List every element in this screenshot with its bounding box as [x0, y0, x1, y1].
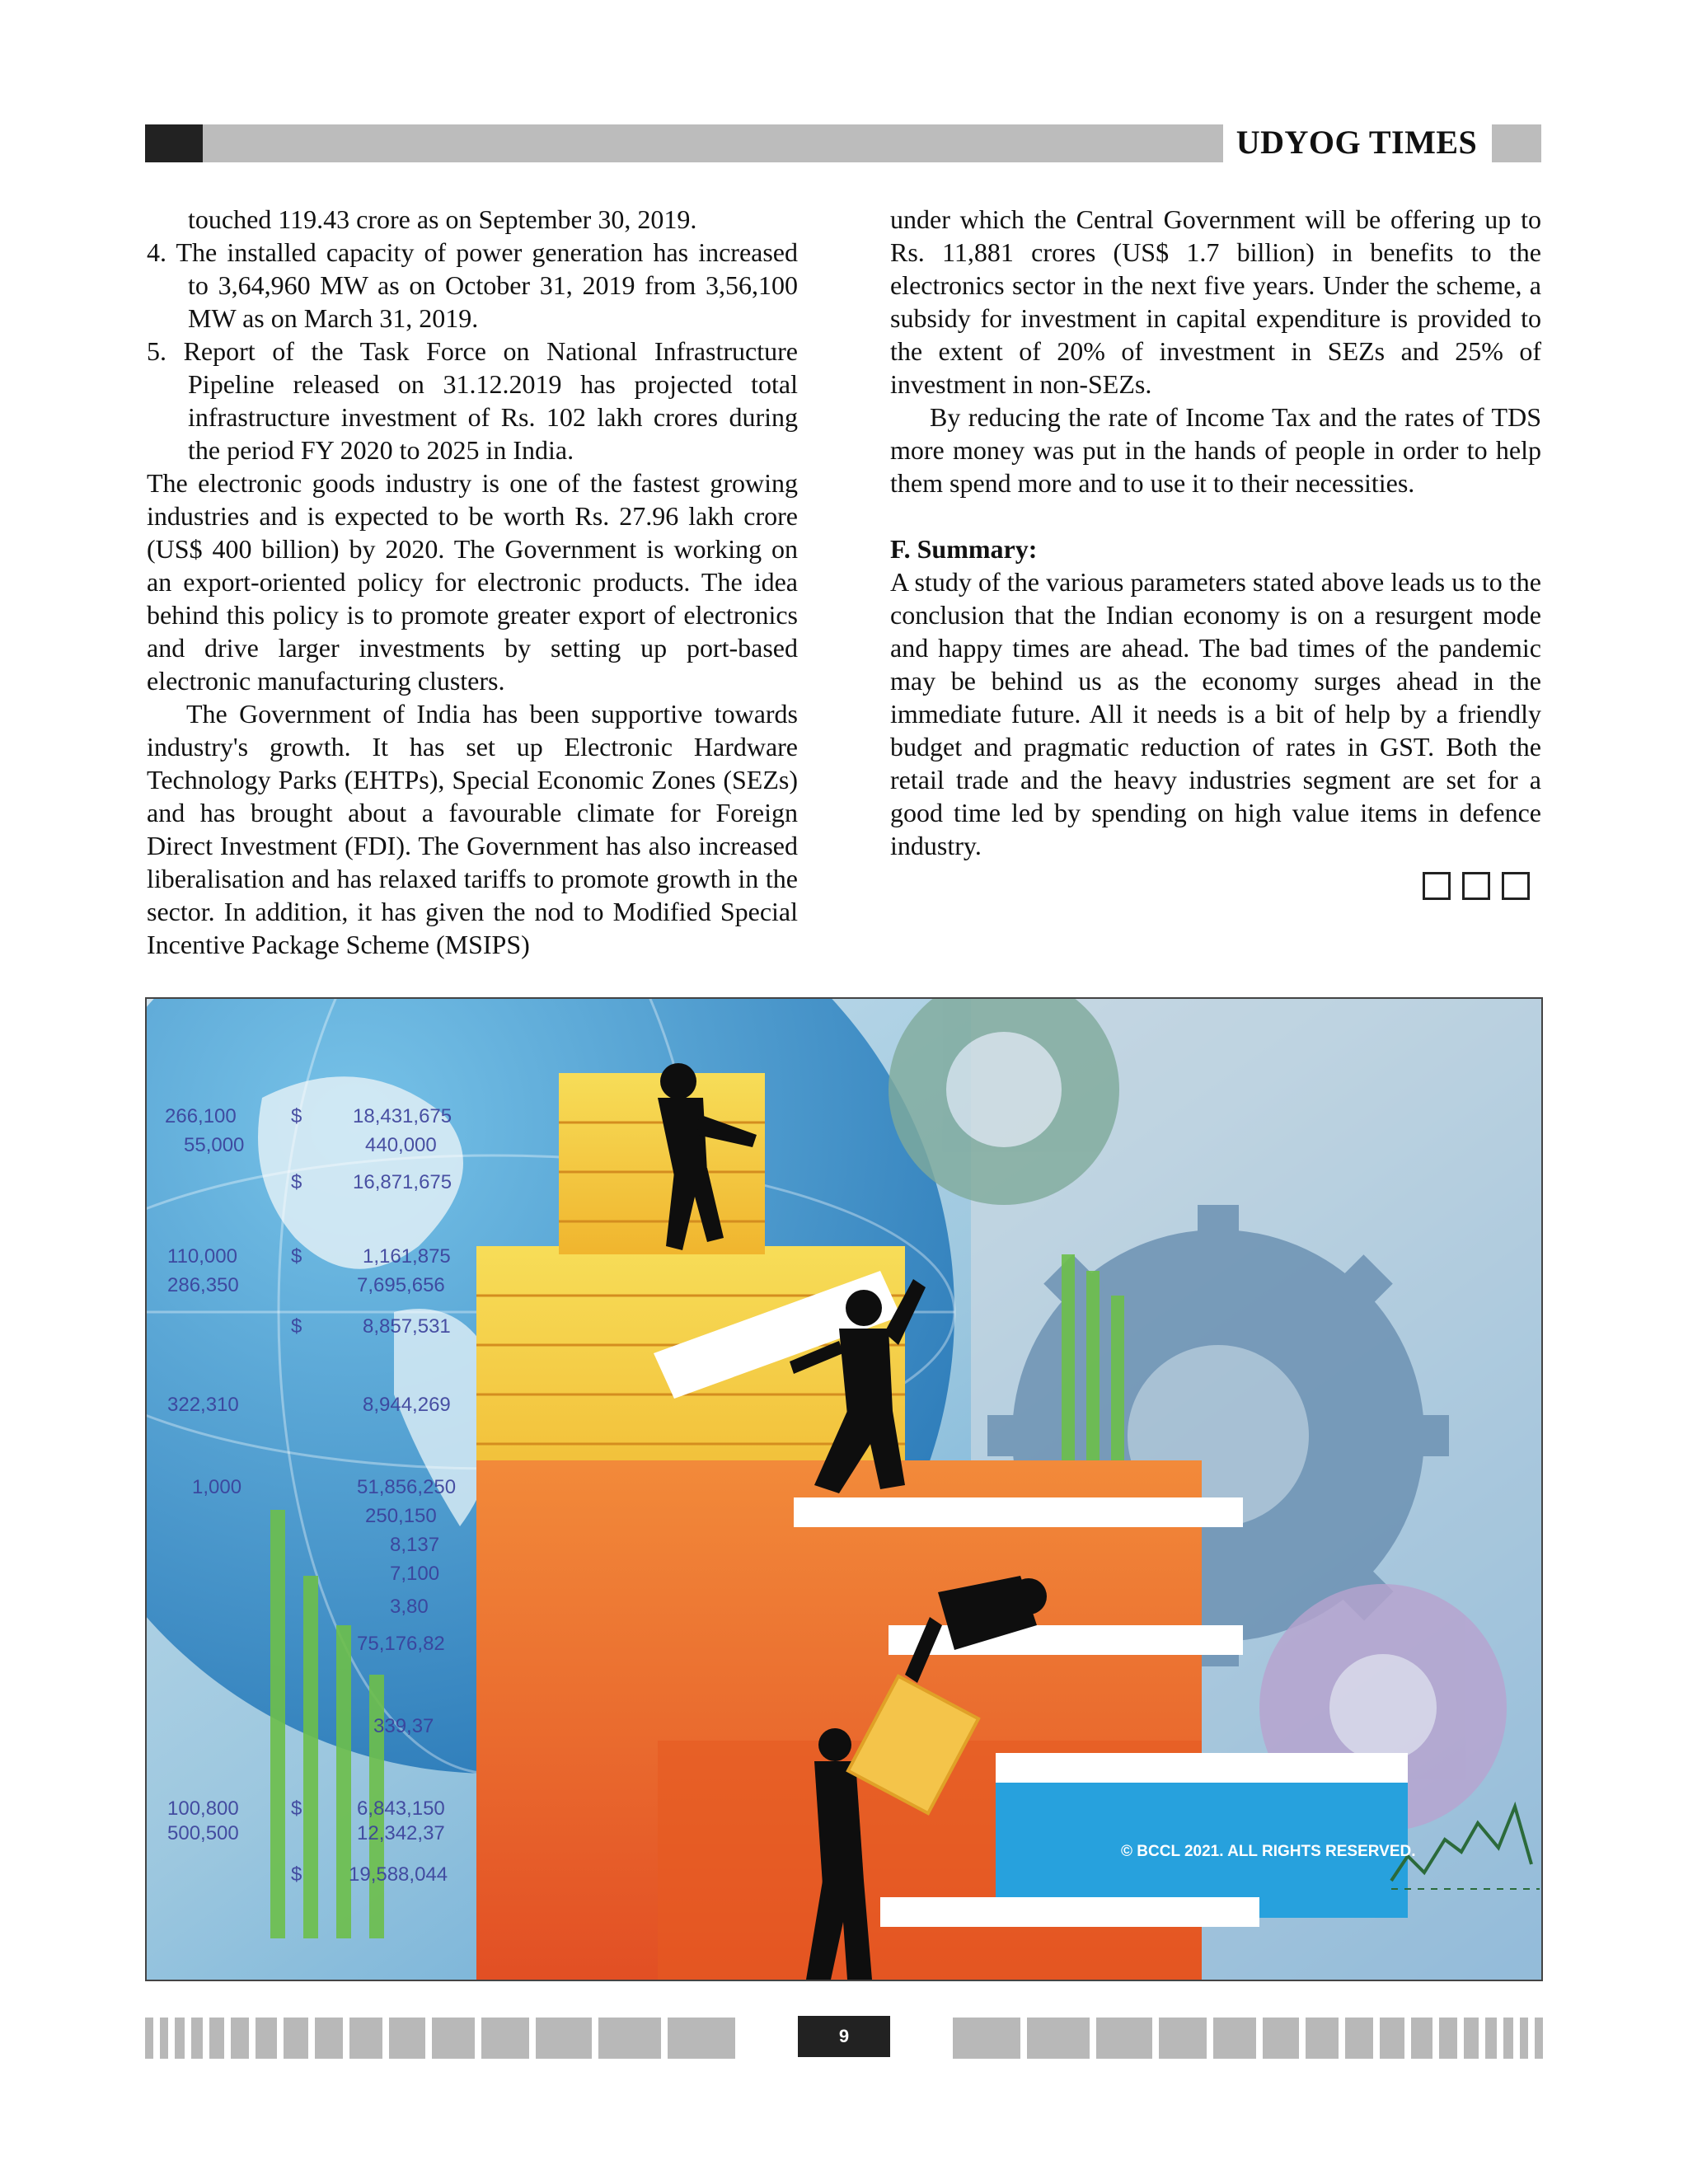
dollar-sign: $ — [291, 1245, 302, 1268]
footer-block — [175, 2018, 185, 2059]
footer-block — [1027, 2018, 1090, 2059]
end-box — [1423, 872, 1451, 900]
figure-mid-12: 3,80 — [390, 1596, 429, 1618]
figure-mid-7: 8,944,269 — [363, 1394, 451, 1416]
dollar-sign: $ — [291, 1105, 302, 1127]
figure-mid-10: 8,137 — [390, 1534, 440, 1556]
footer-block — [1096, 2018, 1152, 2059]
dollar-sign: $ — [291, 1797, 302, 1820]
figure-mid-3: 16,871,675 — [353, 1171, 452, 1193]
page-number: 9 — [798, 2016, 890, 2057]
footer-block — [481, 2018, 529, 2059]
paragraph: The electronic goods industry is one of the fastest growing industries and is expected to be worth Rs. 27.96 lakh crore (US$ 400 billion) by 2020. The Government is working on an export-oriented policy for electronic products. The idea behind this policy is to promote greater export of electronics and drive larger investments by setting up port-based electronic manufacturing clusters. — [147, 468, 798, 696]
figure-left-3: 110,000 — [167, 1245, 237, 1268]
footer-block — [315, 2018, 343, 2059]
footer-block — [1306, 2018, 1339, 2059]
end-of-article-marker — [1423, 872, 1530, 905]
footer-block — [231, 2018, 249, 2059]
footer-block — [191, 2018, 203, 2059]
figure-left-2: 55,000 — [184, 1134, 245, 1156]
paragraph: The Government of India has been supportive towards industry's growth. It has set up Electronic Hardware Technology Parks (EHTPs), Special Economic Zones (SEZs) and has brought about a favourable climate for Foreign Direct Investment (FDI). The Government has also increased liberalisation and has relaxed tariffs to promote growth in the sector. In addition, it has given the nod to Modified Special Incentive Package Scheme (MSIPS) — [147, 699, 798, 959]
footer-block — [1263, 2018, 1299, 2059]
footer-block — [953, 2018, 1020, 2059]
footer-block — [598, 2018, 661, 2059]
figure-left-5: 322,310 — [167, 1394, 239, 1416]
footer-block — [536, 2018, 592, 2059]
header-end-cap — [1492, 124, 1541, 162]
figure-mid-9: 250,150 — [365, 1505, 437, 1527]
right-column — [890, 203, 1541, 862]
footer-block — [389, 2018, 425, 2059]
dollar-sign: $ — [291, 1863, 302, 1886]
list-item: 5. Report of the Task Force on National Infrastructure Pipeline released on 31.12.2019 has projected total infrastructure investment of Rs. 102 lakh crores during the period FY 2020 to 2025 in India. — [147, 336, 798, 465]
image-copyright: © BCCL 2021. ALL RIGHTS RESERVED. — [1121, 1843, 1416, 1860]
dollar-sign: $ — [291, 1315, 302, 1338]
figure-left-7: 100,800 — [167, 1797, 239, 1820]
footer-block — [1411, 2018, 1432, 2059]
figure-mid-8: 51,856,250 — [357, 1476, 457, 1498]
figure-mid-6: 8,857,531 — [363, 1315, 451, 1338]
figure-mid-5: 7,695,656 — [357, 1274, 445, 1296]
footer-block — [284, 2018, 308, 2059]
footer-block — [209, 2018, 224, 2059]
end-box — [1502, 872, 1530, 900]
figure-mid-11: 7,100 — [390, 1563, 440, 1585]
paragraph: touched 119.43 crore as on September 30, 2019. — [188, 204, 697, 234]
paragraph: A study of the various parameters stated above leads us to the conclusion that the Indian economy is on a resurgent mode and happy times are ahead. The bad times of the pandemic may be behind us as the economy surges ahead in the immediate future. All it needs is a bit of help by a friendly budget and pragmatic reduction of rates in GST. Both the retail trade and the heavy industries segment are set for a good time led by spending on high value items in defence industry. — [890, 567, 1541, 860]
figure-mid-17: 19,588,044 — [349, 1863, 448, 1886]
section-heading: F. Summary: — [890, 534, 1038, 564]
footer-block — [432, 2018, 475, 2059]
publication-title: UDYOG TIMES — [1236, 124, 1478, 161]
footer-block — [1439, 2018, 1457, 2059]
figure-mid-15: 6,843,150 — [357, 1797, 445, 1820]
footer-block — [668, 2018, 735, 2059]
figure-left-6: 1,000 — [192, 1476, 242, 1498]
footer-block — [1213, 2018, 1256, 2059]
figure-mid-4: 1,161,875 — [363, 1245, 451, 1268]
footer-block — [1464, 2018, 1479, 2059]
footer-block — [1345, 2018, 1373, 2059]
end-box — [1462, 872, 1490, 900]
list-item: 4. The installed capacity of power generation has increased to 3,64,960 MW as on October 31, 2019 from 3,56,100 MW as on March 31, 2019. — [147, 237, 798, 333]
footer-block — [1535, 2018, 1543, 2059]
figure-left-8: 500,500 — [167, 1822, 239, 1844]
figure-mid-1: 18,431,675 — [353, 1105, 452, 1127]
footer-block — [256, 2018, 277, 2059]
dollar-sign: $ — [291, 1171, 302, 1193]
figure-left-4: 286,350 — [167, 1274, 239, 1296]
figure-left-1: 266,100 — [165, 1105, 237, 1127]
header-gray-bar — [203, 124, 1223, 162]
left-column — [147, 203, 798, 961]
footer-block — [160, 2018, 168, 2059]
figure-mid-16: 12,342,37 — [357, 1822, 445, 1844]
figure-mid-14: 339,37 — [373, 1715, 434, 1737]
figure-mid-2: 440,000 — [365, 1134, 437, 1156]
footer-block — [145, 2018, 153, 2059]
footer-block — [1380, 2018, 1404, 2059]
paragraph: By reducing the rate of Income Tax and the rates of TDS more money was put in the hands of people in order to help them spend more and to use it to their necessities. — [890, 402, 1541, 498]
footer-block — [349, 2018, 382, 2059]
footer-block — [1520, 2018, 1528, 2059]
footer-block — [1159, 2018, 1207, 2059]
figure-mid-13: 75,176,82 — [357, 1633, 445, 1655]
header-dark-block — [145, 124, 203, 162]
footer-block — [1485, 2018, 1497, 2059]
footer-block — [1503, 2018, 1513, 2059]
article-illustration — [145, 997, 1543, 1981]
paragraph: under which the Central Government will be offering up to Rs. 11,881 crores (US$ 1.7 billion) in benefits to the electronics sector in the next five years. Under the scheme, a subsidy for investment in capital expenditure is provided to the extent of 20% of investment in SEZs and 25% of investment in non-SEZs. — [890, 204, 1541, 399]
